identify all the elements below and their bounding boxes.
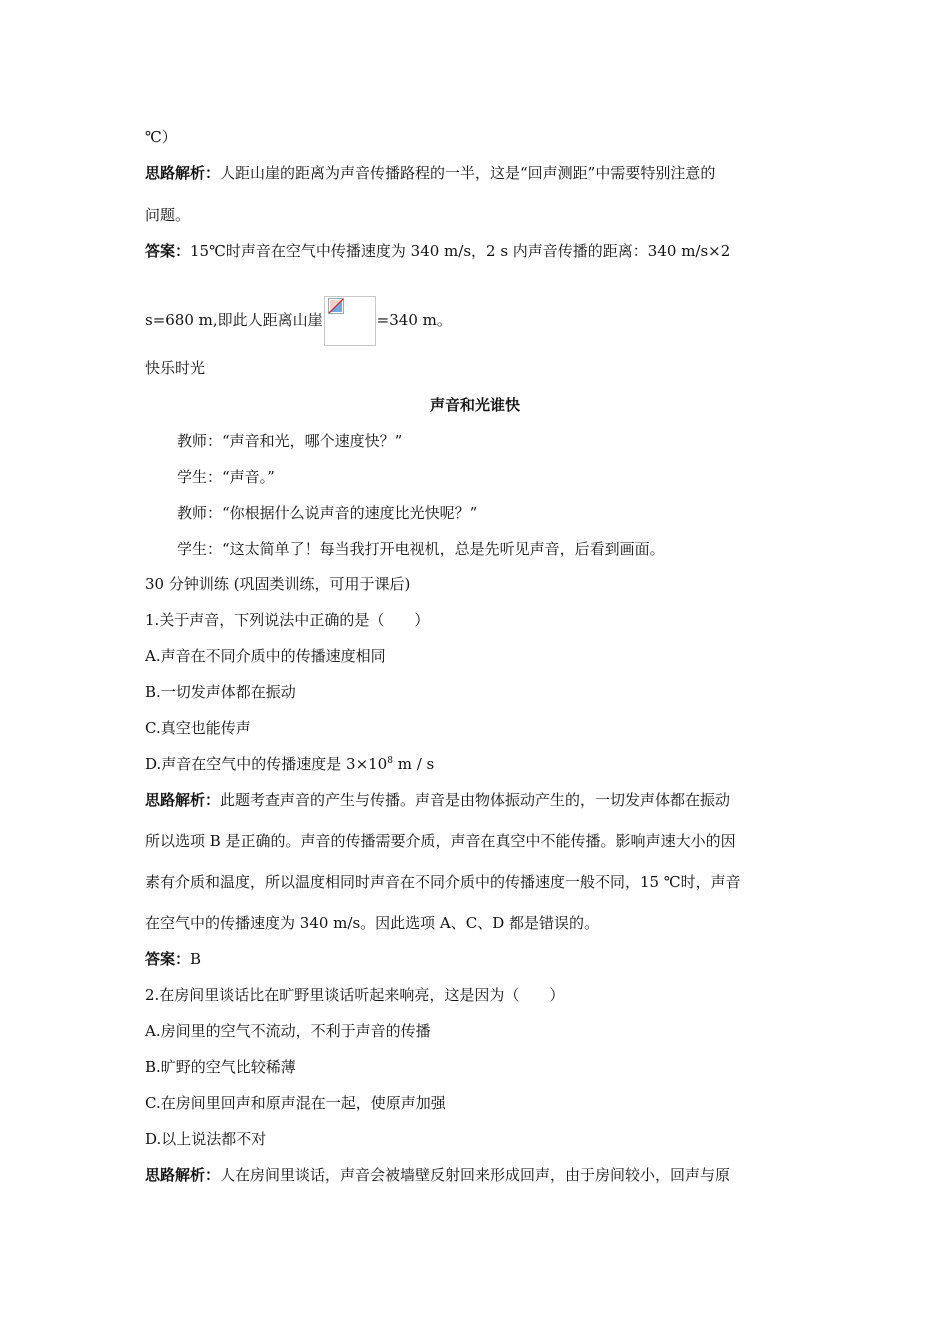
option-d-unit: m / s xyxy=(392,755,435,773)
answer-text: 15℃时声音在空气中传播速度为 340 m/s，2 s 内声音传播的距离：340 m/s×2 xyxy=(190,242,731,260)
dialogue-line: 教师：“声音和光，哪个速度快？” xyxy=(177,432,403,450)
analysis-text: 此题考查声音的产生与传播。声音是由物体振动产生的，一切发声体都在振动 xyxy=(220,791,731,809)
answer-paragraph xyxy=(145,949,201,969)
analysis-label: 思路解析： xyxy=(145,1166,221,1184)
question-1: 1.关于声音，下列说法中正确的是（ ） xyxy=(145,611,430,629)
dialogue-line: 学生：“这太简单了！每当我打开电视机，总是先听见声音，后看到画面。 xyxy=(177,540,665,558)
analysis-text: 素有介质和温度，所以温度相同时声音在不同介质中的传播速度一般不同，15 ℃时，声音 xyxy=(145,873,741,891)
answer-text-post: =340 m。 xyxy=(376,311,452,329)
option-c: C.在房间里回声和原声混在一起，使原声加强 xyxy=(145,1094,446,1112)
section-heading: 快乐时光 xyxy=(145,359,206,377)
option-d xyxy=(145,754,434,774)
section-heading: 30 分钟训练 (巩固类训练，可用于课后) xyxy=(145,575,411,593)
option-b: B.旷野的空气比较稀薄 xyxy=(145,1058,296,1076)
analysis-text: 所以选项 B 是正确的。声音的传播需要介质，声音在真空中不能传播。影响声速大小的因 xyxy=(145,832,736,850)
answer-continuation xyxy=(145,296,452,346)
question-2: 2.在房间里谈话比在旷野里谈话听起来响亮，这是因为（ ） xyxy=(145,986,565,1004)
exponent: 8 xyxy=(387,756,393,766)
analysis-paragraph xyxy=(145,1165,730,1185)
option-a: A.房间里的空气不流动，不利于声音的传播 xyxy=(145,1022,431,1040)
formula-image xyxy=(324,296,376,346)
text-line: ℃） xyxy=(145,128,177,146)
analysis-text: 人距山崖的距离为声音传播路程的一半，这是“回声测距”中需要特别注意的 xyxy=(220,164,716,182)
option-d: D.以上说法都不对 xyxy=(145,1130,267,1148)
analysis-paragraph xyxy=(145,790,730,810)
analysis-label: 思路解析： xyxy=(145,164,221,182)
answer-paragraph xyxy=(145,241,730,261)
analysis-text: 在空气中的传播速度为 340 m/s。因此选项 A、C、D 都是错误的。 xyxy=(145,914,600,932)
answer-label: 答案： xyxy=(145,950,191,968)
text-line: 问题。 xyxy=(145,206,191,224)
broken-image-icon xyxy=(328,298,344,314)
option-b: B.一切发声体都在振动 xyxy=(145,683,296,701)
option-a: A.声音在不同介质中的传播速度相同 xyxy=(145,647,386,665)
analysis-label: 思路解析： xyxy=(145,791,221,809)
option-c: C.真空也能传声 xyxy=(145,719,251,737)
answer-text: B xyxy=(190,950,202,968)
analysis-paragraph xyxy=(145,163,715,183)
dialogue-line: 学生：“声音。” xyxy=(177,468,275,486)
answer-text-pre: s=680 m,即此人距离山崖 xyxy=(145,311,323,329)
story-title: 声音和光谁快 xyxy=(429,396,520,414)
option-d-text: D.声音在空气中的传播速度是 3×10 xyxy=(145,755,388,773)
analysis-text: 人在房间里谈话，声音会被墙壁反射回来形成回声，由于房间较小，回声与原 xyxy=(220,1166,731,1184)
dialogue-line: 教师：“你根据什么说声音的速度比光快呢？” xyxy=(177,504,478,522)
answer-label: 答案： xyxy=(145,242,191,260)
